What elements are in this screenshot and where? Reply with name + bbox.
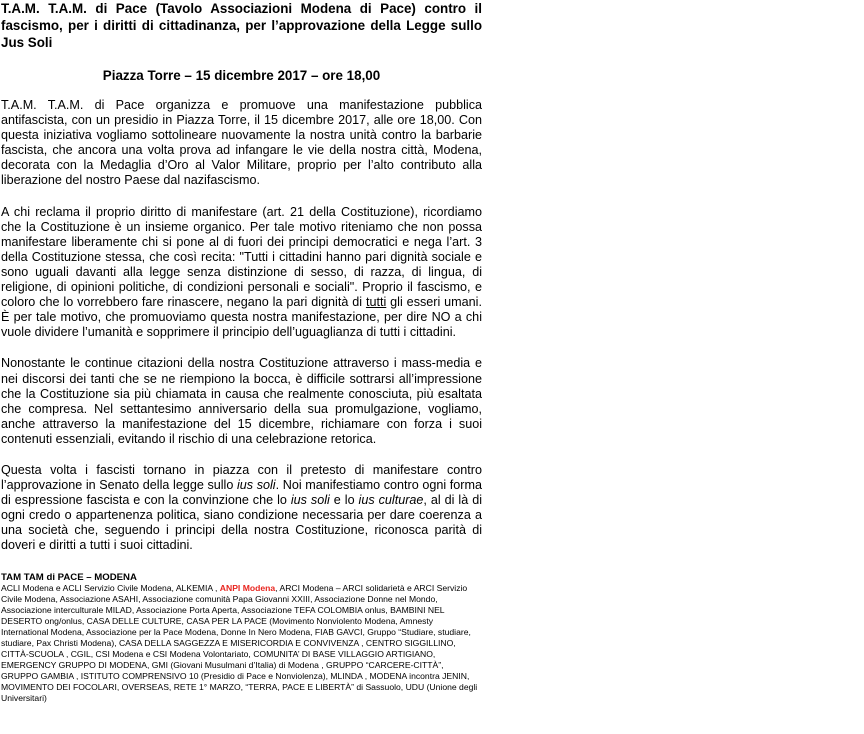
event-details: Piazza Torre – 15 dicembre 2017 – ore 18,00 <box>102 68 381 83</box>
paragraph-4 <box>1 463 482 554</box>
signatories-heading: TAM TAM di PACE – MODENA <box>1 571 137 583</box>
paragraph-4-italic-ius-soli-1: ius soli <box>236 478 276 493</box>
signatory-anpi-highlight: ANPI Modena <box>219 582 276 593</box>
paragraph-4-italic-ius-soli-2: ius soli <box>290 493 330 508</box>
paragraph-2-text-a: A chi reclama il proprio diritto di manifestare (art. 21 della Costituzione), ricordiamo che la Costituzione è un insieme organico. Per tale motivo riteniamo che non possa manifestare liberamente chi si pone al di fuori dei principi democratici e nega l’art. 3 della Costituzione stessa, che così recita: "Tutti i cittadini hanno pari dignità sociale e sono uguali davanti alla legge senza distinzione di sesso, di razza, di lingua, di religione, di opinioni politiche, di condizioni personali e sociali". Proprio il fascismo, e coloro che lo vorrebbero fare rinascere, negano la pari dignità di <box>1 204 482 310</box>
paragraph-3: Nonostante le continue citazioni della nostra Costituzione attraverso i mass-media e nei discorsi dei tanti che se ne riempiono la bocca, è difficile sottrarsi all’impressione che la Costituzione sia più chiamata in causa che realmente conosciuta, più esaltata che compresa. Nel settantesimo anniversario della sua promulgazione, vogliamo, anche attraverso la manifestazione del 15 dicembre, richiamare con forza i suoi contenuti essenziali, evitando il rischio di una celebrazione retorica. <box>1 356 482 446</box>
paragraph-4-text-b: . Noi manifestiamo contro ogni forma di espressione fascista e con la convinzione che lo <box>1 478 483 508</box>
paragraph-1: T.A.M. T.A.M. di Pace organizza e promuove una manifestazione pubblica antifascista, con un presidio in Piazza Torre, il 15 dicembre 2017, alle ore 18,00. Con questa iniziativa vogliamo sottolineare nuovamente la nostra unità contro la barbarie fascista, che ancora una volta prova ad infangare le vie della nostra città, Modena, decorata con la Medaglia d’Oro al Valor Militare, proprio per l’alto contributo alla liberazione del nostro Paese dal nazifascismo. <box>1 98 482 188</box>
signatories-list-text-a: ACLI Modena e ACLI Servizio Civile Modena, ALKEMIA , <box>1 582 220 593</box>
document-title: T.A.M. T.A.M. di Pace (Tavolo Associazioni Modena di Pace) contro il fascismo, per i diritti di cittadinanza, per l’approvazione della Legge sullo Jus Soli <box>1 1 482 50</box>
paragraph-4-text-c: e lo <box>329 493 359 508</box>
paragraph-2-underlined-word: tutti <box>365 295 387 310</box>
paragraph-4-text-d: , al di là di ogni credo o appartenenza politica, siano condizione necessaria per dare coerenza a una società che, seguendo i principi della nostra Costituzione, riconosca parità di doveri e diritti a tutti i suoi cittadini. <box>1 493 483 553</box>
signatories-list <box>1 583 482 705</box>
paragraph-2-text-b: gli esseri umani. È per tale motivo, che promuoviamo questa nostra manifestazione, per dire NO a chi vuole dividere l’umanità e sopprimere il principio dell’uguaglianza di tutti i cittadini. <box>1 295 482 340</box>
signatories-list-text-b: , ARCI Modena – ARCI solidarietà e ARCI Servizio Civile Modena, Associazione ASAHI, Associazione comunità Papa Giovanni XXIII, Associazione Donne nel Mondo, Associazione interculturale MILAD, Associazione Porta Aperta, Associazione TEFA COLOMBIA onlus, BAMBINI NEL DESERTO ong/onlus, CASA DELLE CULTURE, CASA PER LA PACE (Movimento Nonviolento Modena, Amnesty International Modena, Associazione per la Pace Modena, Donne In Nero Modena, FIAB GAVCI, Gruppo “Studiare, studiare, studiare, Pax Christi Modena), CASA DELLA SAGGEZZA E MISERICORDIA E CONVIVENZA , CENTRO SIGGILLINO, CITTÀ-SCUOLA , CGIL, CSI Modena e CSI Modena Volontariato, COMUNITA’ DI BASE VILLAGGIO ARTIGIANO, EMERGENCY GRUPPO DI MODENA, GMI (Giovani Musulmani d’Italia) di Modena , GRUPPO “CARCERE-CITTÀ”, GRUPPO GAMBIA , ISTITUTO COMPRENSIVO 10 (Presidio di Pace e Nonviolenza), MLINDA , MODENA incontra JENIN, MOVIMENTO DEI FOCOLARI, OVERSEAS, RETE 1° MARZO, “TERRA, PACE E LIBERTÀ” di Sassuolo, UDU (Unione degli Universitari) <box>1 582 478 704</box>
paragraph-4-italic-ius-culturae: ius culturae <box>358 493 424 508</box>
paragraph-2 <box>1 205 482 341</box>
paragraph-4-text-a: Questa volta i fascisti tornano in piazza con il pretesto di manifestare contro l’approvazione in Senato della legge sullo <box>1 462 482 493</box>
